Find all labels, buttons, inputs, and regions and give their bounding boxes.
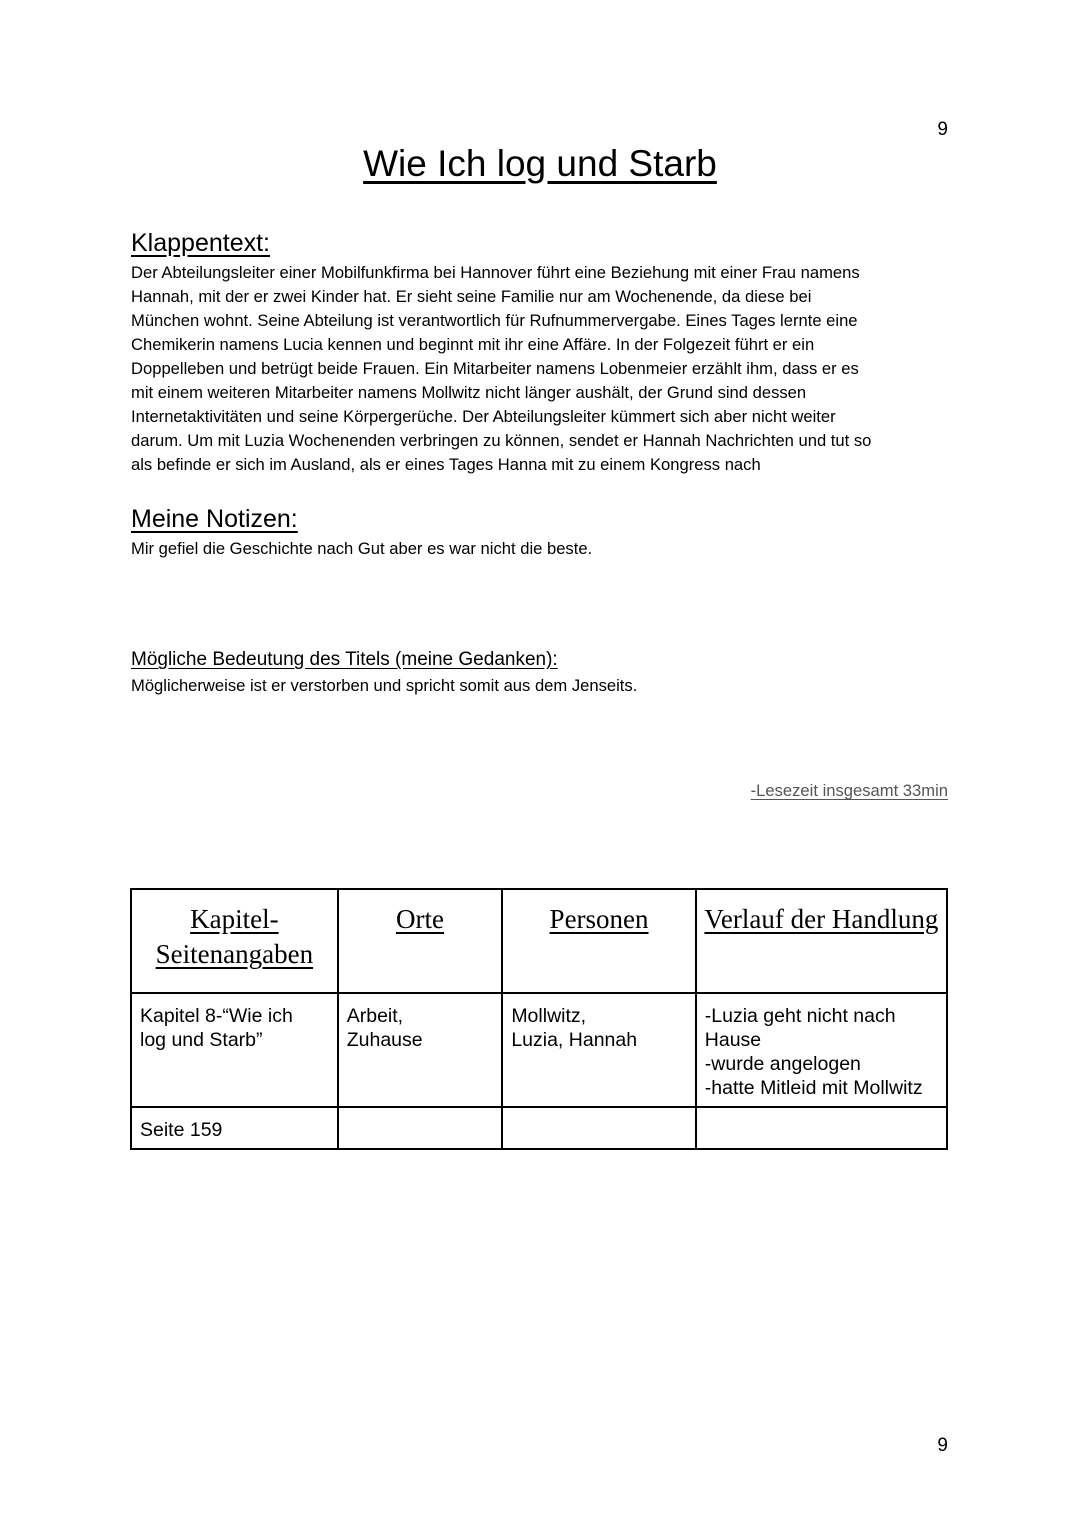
header-kapitel-line2: Seitenangaben (155, 939, 314, 969)
klappentext-line: München wohnt. Seine Abteilung ist verantwortlich für Rufnummervergabe. Eines Tages lernte eine (131, 311, 858, 330)
page-number-bottom: 9 (937, 1435, 948, 1456)
cell-line: -Luzia geht nicht nach (704, 1005, 896, 1027)
cell-line: Arbeit, (346, 1005, 404, 1027)
page-number-top: 9 (937, 119, 948, 140)
notizen-text: Mir gefiel die Geschichte nach Gut aber es war nicht die beste. (131, 539, 593, 558)
cell-line: log und Starb” (140, 1029, 263, 1051)
cell-kapitel: Seite 159 (131, 1107, 338, 1149)
header-kapitel (131, 889, 338, 993)
chapter-table (130, 888, 948, 1150)
table-row (131, 1107, 947, 1149)
cell-line: -hatte Mitleid mit Mollwitz (704, 1077, 923, 1099)
header-orte: Orte (338, 889, 503, 993)
klappentext-heading: Klappentext: (131, 229, 270, 257)
klappentext-line: Doppelleben und betrügt beide Frauen. Ein Mitarbeiter namens Lobenmeier erzählt ihm, dass er es (131, 359, 859, 378)
klappentext-line: Chemikerin namens Lucia kennen und beginnt mit ihr eine Affäre. In der Folgezeit führt er ein (131, 335, 815, 354)
klappentext-line: Hannah, mit der er zwei Kinder hat. Er sieht seine Familie nur am Wochenende, da diese bei (131, 287, 812, 306)
cell-orte (338, 993, 503, 1107)
cell-orte (338, 1107, 503, 1149)
klappentext-line: als befinde er sich im Ausland, als er eines Tages Hanna mit zu einem Kongress nach (131, 455, 761, 474)
cell-handlung (696, 1107, 947, 1149)
klappentext-line: Der Abteilungsleiter einer Mobilfunkfirma bei Hannover führt eine Beziehung mit einer Frau namens (131, 263, 860, 282)
cell-line: Luzia, Hannah (511, 1029, 638, 1051)
cell-line: Hause (704, 1029, 762, 1051)
cell-line: Kapitel 8-“Wie ich (140, 1005, 293, 1027)
bedeutung-text: Möglicherweise ist er verstorben und spricht somit aus dem Jenseits. (131, 676, 638, 695)
cell-personen (502, 993, 695, 1107)
notizen-heading: Meine Notizen: (131, 505, 298, 533)
cell-handlung (696, 993, 947, 1107)
header-personen: Personen (502, 889, 695, 993)
klappentext-line: mit einem weiteren Mitarbeiter namens Mollwitz nicht länger aushält, der Grund sind dessen (131, 383, 807, 402)
cell-line: Mollwitz, (511, 1005, 587, 1027)
cell-line: Zuhause (346, 1029, 423, 1051)
klappentext-body (131, 261, 951, 477)
header-handlung: Verlauf der Handlung (696, 889, 947, 993)
table-row (131, 993, 947, 1107)
bedeutung-heading: Mögliche Bedeutung des Titels (meine Gedanken): (131, 649, 558, 670)
klappentext-line: Internetaktivitäten und seine Körpergerüche. Der Abteilungsleiter kümmert sich aber nicht weiter (131, 407, 836, 426)
reading-time: -Lesezeit insgesamt 33min (750, 781, 948, 800)
klappentext-line: darum. Um mit Luzia Wochenenden verbringen zu können, sendet er Hannah Nachrichten und tut so (131, 431, 872, 450)
cell-personen (502, 1107, 695, 1149)
table-header-row (131, 889, 947, 993)
cell-line: -wurde angelogen (704, 1053, 861, 1075)
page-title: Wie Ich log und Starb (363, 143, 717, 184)
header-kapitel-line1: Kapitel- (190, 904, 279, 934)
cell-kapitel (131, 993, 338, 1107)
